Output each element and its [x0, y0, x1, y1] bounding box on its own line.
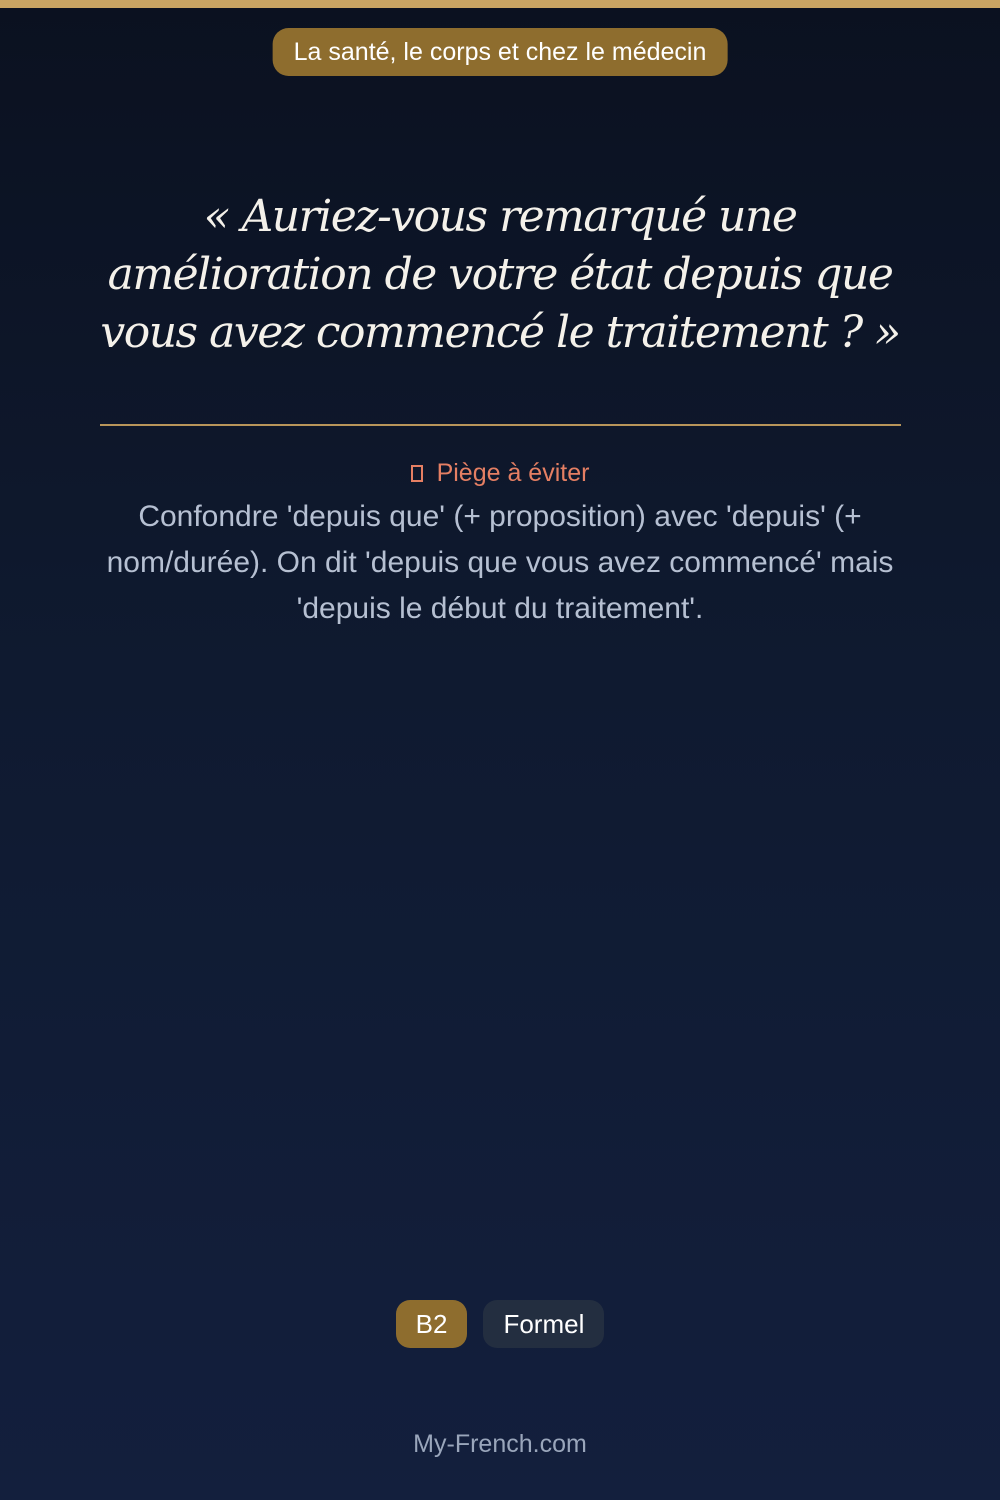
site-footer: My-French.com	[413, 1430, 587, 1458]
category-badge: La santé, le corps et chez le médecin	[273, 28, 728, 76]
pitfall-explanation: Confondre 'depuis que' (+ proposition) avec 'depuis' (+ nom/durée). On dit 'depuis que vous avez commencé' mais 'depuis le début du traitement'.	[106, 500, 894, 625]
pitfall-title: Piège à éviter	[436, 459, 590, 487]
warning-box-icon	[411, 465, 423, 482]
top-accent-bar	[0, 0, 1000, 8]
register-badge: Formel	[483, 1300, 604, 1348]
level-badge: B2	[396, 1300, 468, 1348]
quote-text: « Auriez-vous remarqué une amélioration de votre état depuis que vous avez commencé le traitement ? »	[100, 191, 900, 358]
pitfall-heading	[0, 456, 1000, 490]
tag-list	[0, 1300, 1000, 1348]
divider	[100, 424, 901, 426]
